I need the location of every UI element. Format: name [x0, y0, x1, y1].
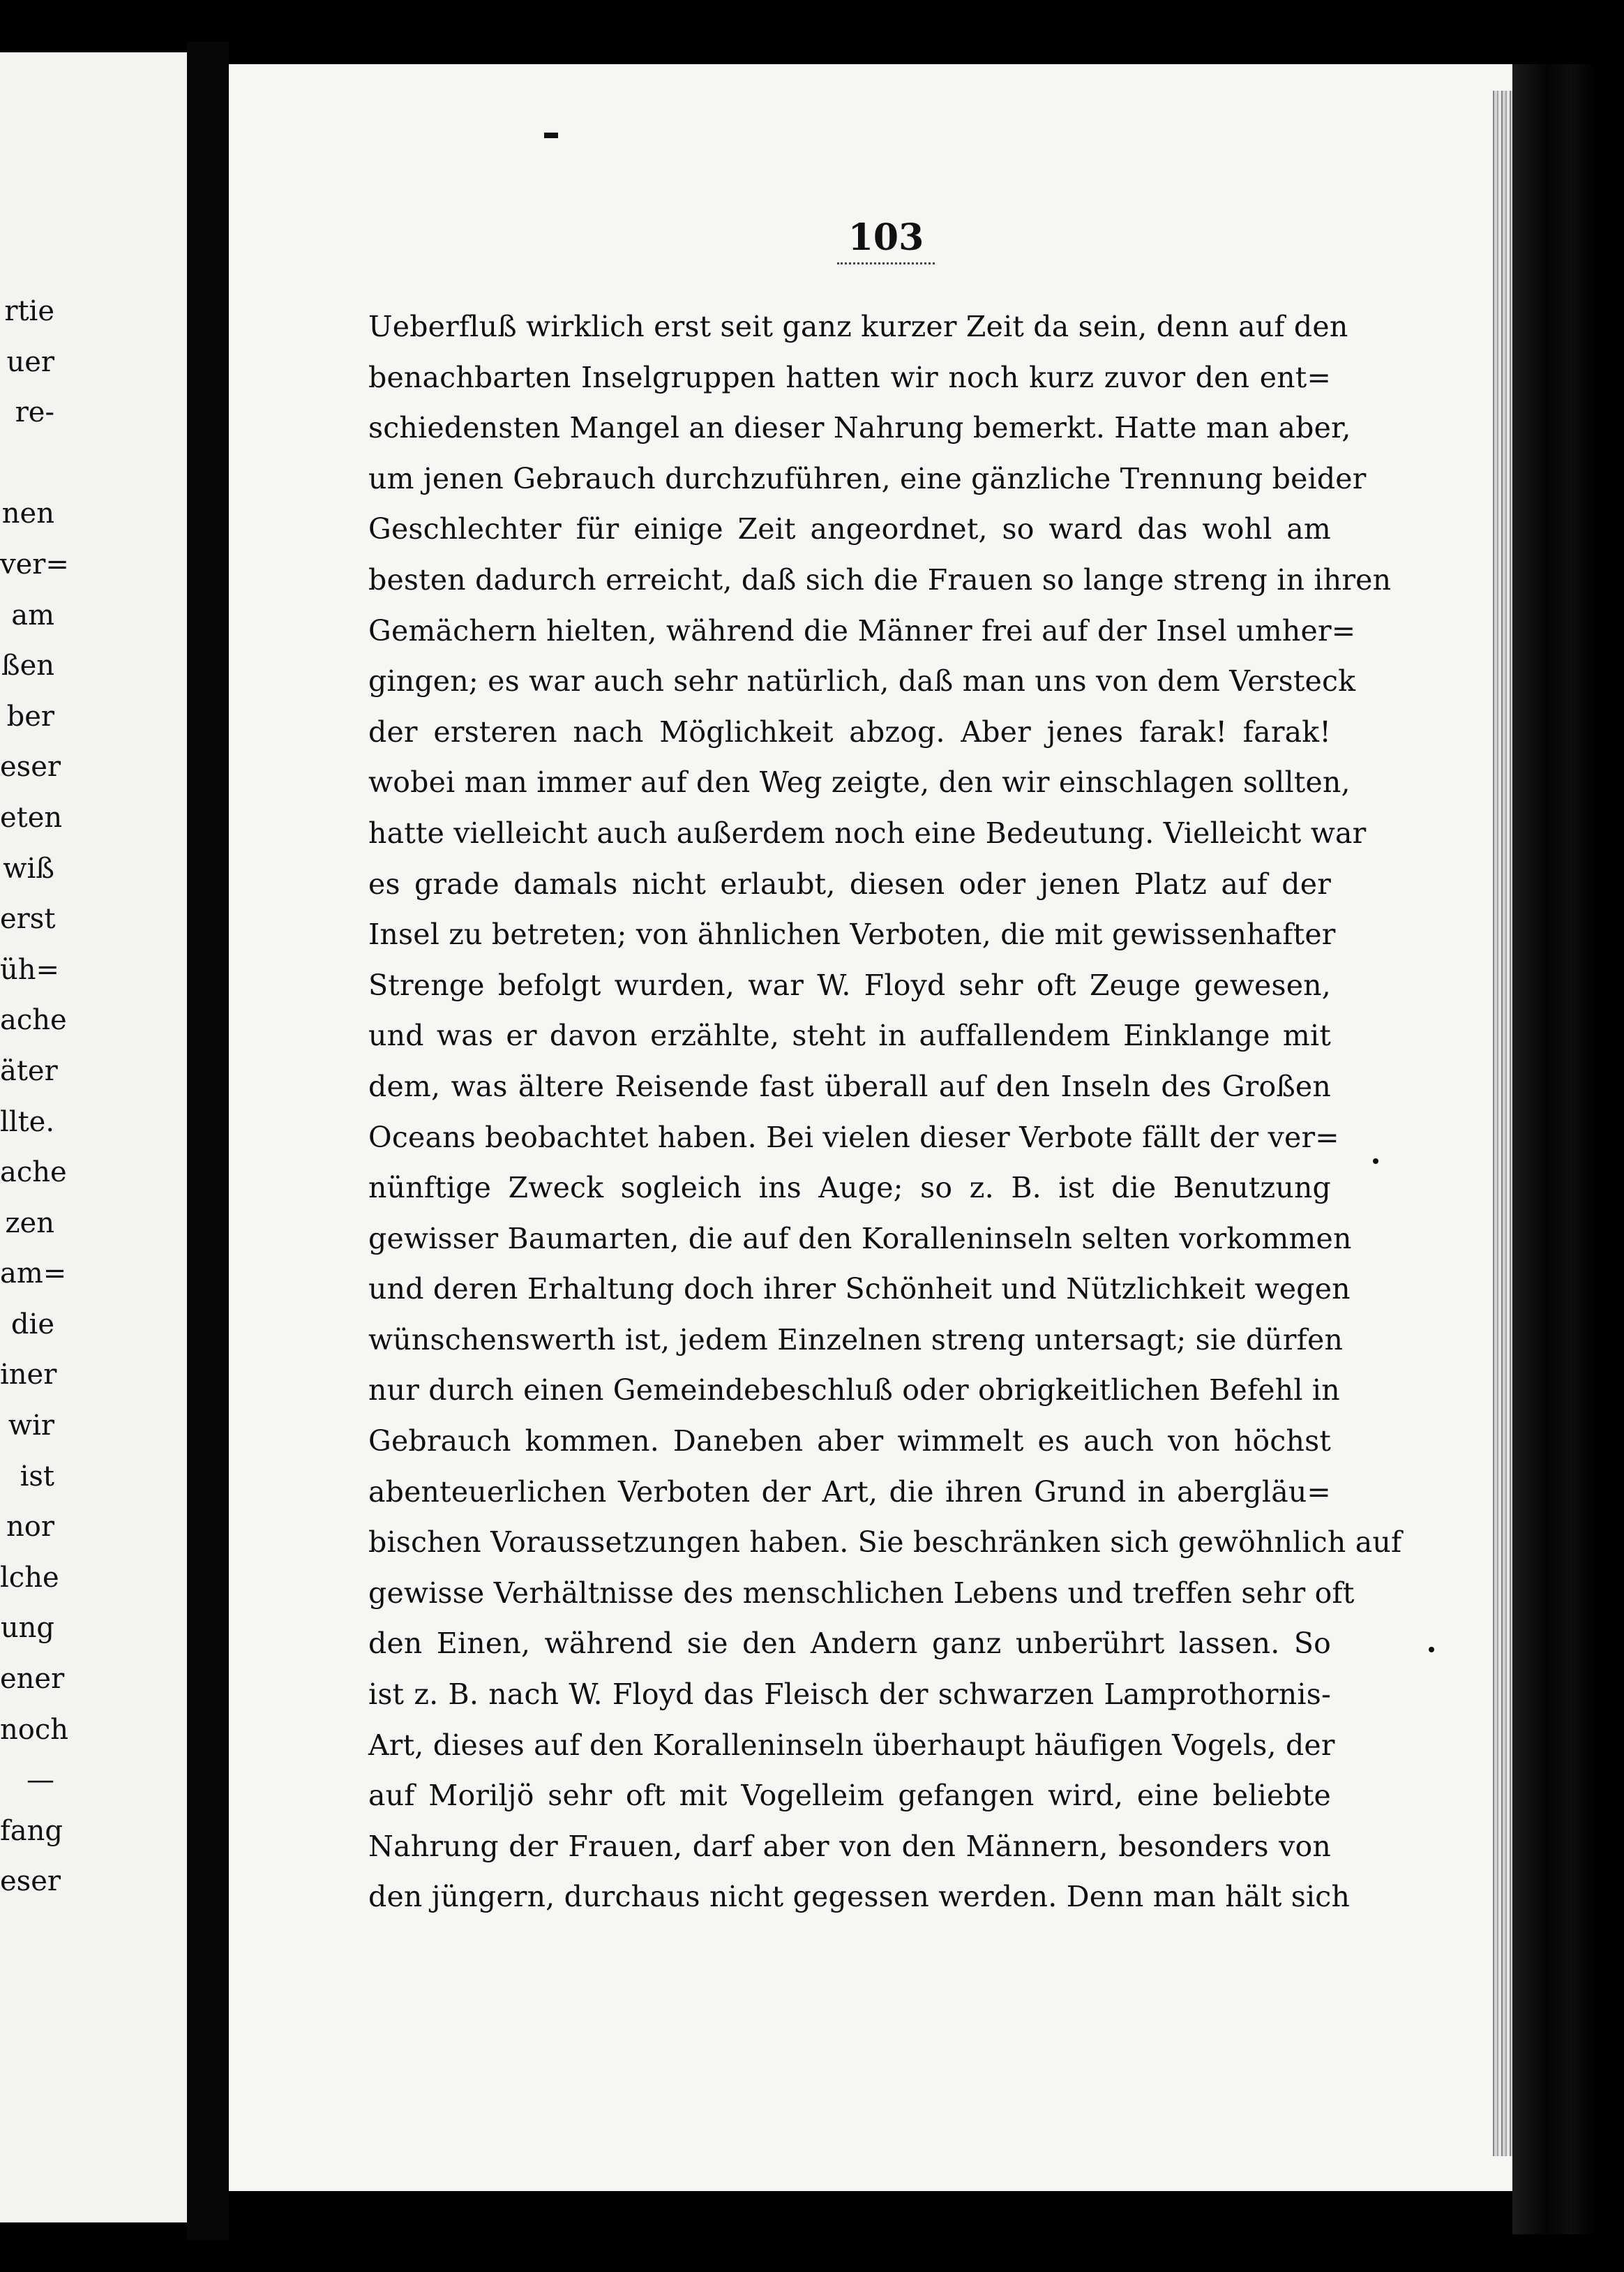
text-line: Strenge befolgt wurden, war W. Floyd sehr oft Zeuge gewesen, [368, 968, 1331, 1002]
left-line: ber [6, 700, 54, 733]
left-line: erst [0, 903, 56, 936]
page-number-rule [837, 262, 935, 264]
left-line: lche [0, 1561, 59, 1594]
text-line: hatte vielleicht auch außerdem noch eine Bedeutung. Vielleicht war [368, 816, 1367, 850]
text-line: Insel zu betreten; von ähnlichen Verboten, die mit gewissenhafter [368, 918, 1336, 952]
body-text [368, 301, 1402, 1922]
left-line: rtie [4, 295, 54, 327]
text-line: Oceans beobachtet haben. Bei vielen dieser Verbote fällt der ver= [368, 1120, 1339, 1154]
text-line: gewisser Baumarten, die auf den Koralleninseln selten vorkommen [368, 1221, 1352, 1255]
left-line: ache [0, 1156, 67, 1189]
text-line: dem, was ältere Reisende fast überall auf den Inseln des Großen [368, 1069, 1331, 1103]
text-line: nur durch einen Gemeindebeschluß oder obrigkeitlichen Befehl in [368, 1373, 1340, 1407]
text-line: und was er davon erzählte, steht in auffallendem Einklange mit [368, 1019, 1331, 1053]
left-line: nor [6, 1511, 54, 1544]
left-page [0, 52, 187, 2222]
text-line: Ueberfluß wirklich erst seit ganz kurzer Zeit da sein, denn auf den [368, 310, 1348, 343]
text-line: schiedensten Mangel an dieser Nahrung bemerkt. Hatte man aber, [368, 411, 1351, 445]
left-line: iner [0, 1359, 57, 1391]
book-gutter [187, 42, 229, 2240]
text-line: um jenen Gebrauch durchzuführen, eine gänzliche Trennung beider [368, 461, 1367, 495]
left-line: zen [5, 1206, 54, 1239]
text-line: auf Moriljö sehr oft mit Vogelleim gefangen wird, eine beliebte [368, 1779, 1331, 1813]
left-line: — [27, 1764, 54, 1797]
text-line: gewisse Verhältnisse des menschlichen Lebens und treffen sehr oft [368, 1576, 1355, 1610]
text-line: bischen Voraussetzungen haben. Sie beschränken sich gewöhnlich auf [368, 1525, 1402, 1560]
left-line: wir [8, 1410, 54, 1442]
text-line: ist z. B. nach W. Floyd das Fleisch der schwarzen Lamprothornis- [368, 1677, 1331, 1712]
left-line: eser [0, 1865, 61, 1898]
text-line: nünftige Zweck sogleich ins Auge; so z. B. ist die Benutzung [368, 1171, 1331, 1205]
left-line: ache [0, 1004, 67, 1037]
left-line: fang [0, 1814, 63, 1847]
left-line: ist [20, 1460, 54, 1493]
text-line: Art, dieses auf den Koralleninseln überhaupt häufigen Vogels, der [368, 1728, 1335, 1762]
left-line: ßen [1, 650, 54, 682]
left-line: ung [0, 1612, 54, 1645]
left-line: eser [0, 751, 61, 784]
left-line: wiß [3, 852, 54, 885]
text-line: besten dadurch erreicht, daß sich die Frauen so lange streng in ihren [368, 562, 1392, 597]
text-line: es grade damals nicht erlaubt, diesen oder jenen Platz auf der [368, 867, 1331, 901]
left-line: die [10, 1308, 54, 1340]
text-line: den jüngern, durchaus nicht gegessen werden. Denn man hält sich [368, 1880, 1351, 1914]
left-line: äter [0, 1054, 58, 1087]
text-line: den Einen, während sie den Andern ganz unberührt lassen. So [368, 1627, 1331, 1661]
text-line: gingen; es war auch sehr natürlich, daß man uns von dem Versteck [368, 664, 1356, 698]
left-page-text [0, 286, 69, 1907]
text-line: und deren Erhaltung doch ihrer Schönheit und Nützlichkeit wegen [368, 1272, 1351, 1306]
text-line: wobei man immer auf den Weg zeigte, den wir einschlagen sollten, [368, 765, 1351, 800]
left-line: llte. [0, 1105, 55, 1138]
left-line: noch [0, 1713, 69, 1746]
text-line: wünschenswerth ist, jedem Einzelnen streng untersagt; sie dürfen [368, 1322, 1344, 1357]
left-line: uer [6, 345, 54, 378]
left-line: ver= [0, 548, 69, 581]
text-line: Gemächern hielten, während die Männer frei auf der Insel umher= [368, 613, 1356, 648]
left-line: eten [0, 801, 63, 834]
left-line [0, 438, 54, 489]
text-line: benachbarten Inselgruppen hatten wir noch kurz zuvor den ent= [368, 360, 1331, 394]
ink-speck [1373, 1158, 1378, 1164]
left-line: am [11, 599, 54, 631]
left-line: re- [15, 396, 54, 429]
left-line: üh= [0, 953, 60, 986]
left-line: nen [1, 498, 54, 530]
left-line: am= [0, 1257, 67, 1290]
page-number: 103 [848, 216, 924, 259]
book-edge-shadow [1512, 64, 1596, 2234]
text-line: abenteuerlichen Verboten der Art, die ihren Grund in abergläu= [368, 1474, 1331, 1509]
text-line: Gebrauch kommen. Daneben aber wimmelt es auch von höchst [368, 1424, 1331, 1458]
text-line: der ersteren nach Möglichkeit abzog. Aber jenes farak! farak! [368, 715, 1331, 749]
text-line: Nahrung der Frauen, darf aber von den Männern, besonders von [368, 1829, 1331, 1863]
printer-mark [544, 133, 558, 138]
ink-speck [1429, 1647, 1434, 1652]
left-line: ener [0, 1663, 65, 1696]
text-line: Geschlechter für einige Zeit angeordnet, so ward das wohl am [368, 512, 1331, 546]
